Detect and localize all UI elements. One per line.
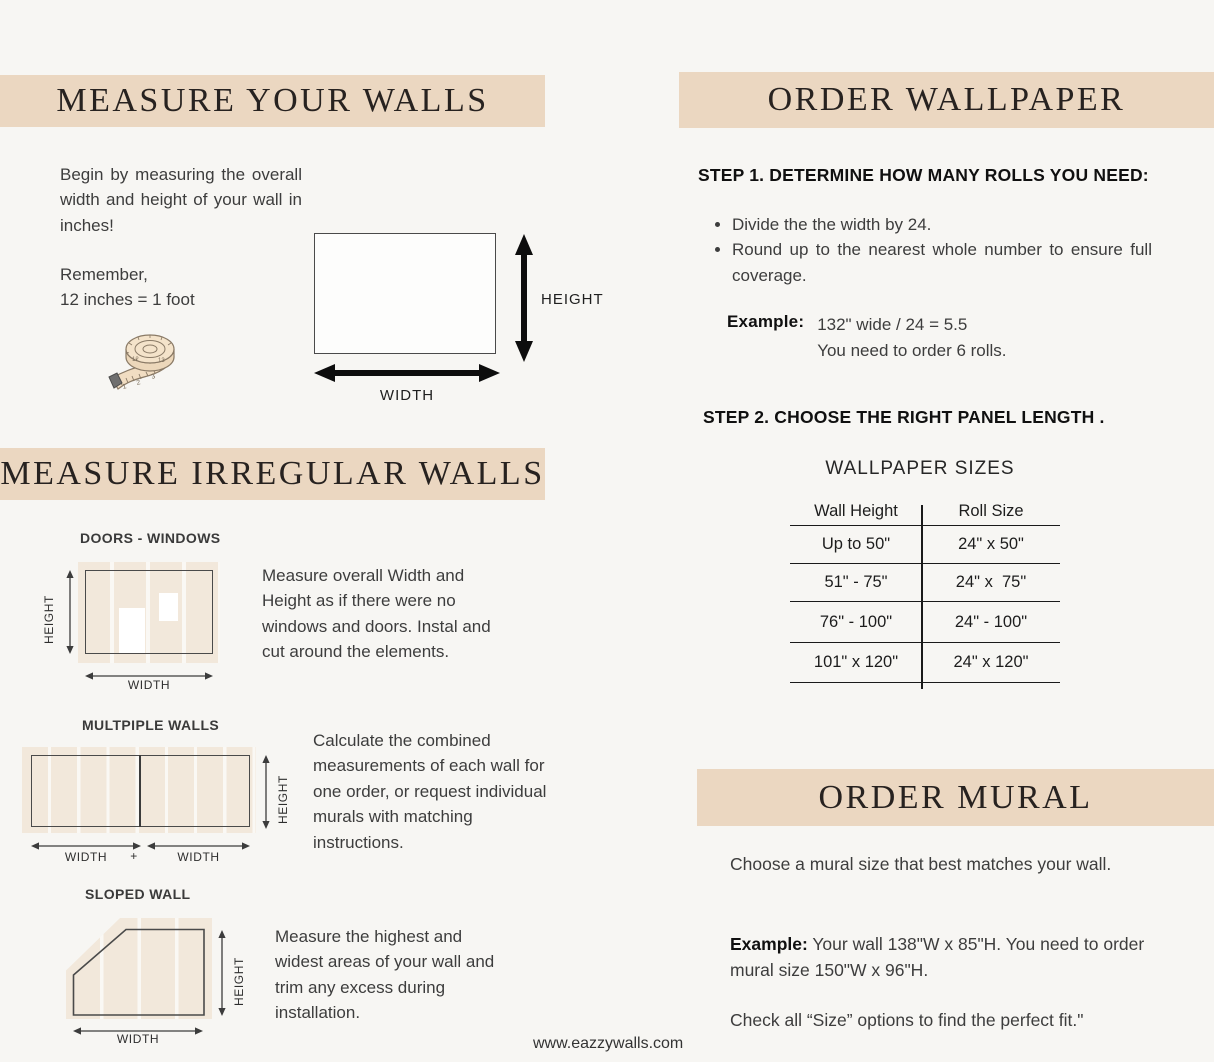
remember-line-2: 12 inches = 1 foot — [60, 290, 195, 310]
doors-windows-width-label: WIDTH — [127, 678, 171, 692]
website-url: www.eazzywalls.com — [533, 1035, 684, 1052]
order-mural-title: ORDER MURAL — [818, 778, 1093, 816]
step1-bullet-list — [714, 212, 1152, 288]
svg-text:3: 3 — [150, 373, 157, 381]
measure-walls-intro: Begin by measuring the overall width and height of your wall in inches! — [60, 165, 302, 235]
measure-walls-header-band — [0, 75, 545, 127]
order-wallpaper-header-band — [679, 72, 1214, 128]
height-arrow-icon — [513, 234, 535, 362]
multiple-walls-description: Calculate the combined measurements of each wall for one order, or request individual murals with matching instructions. — [313, 731, 547, 852]
multiple-walls-height-arrow-icon — [260, 755, 272, 829]
wallpaper-sizes-title: WALLPAPER SIZES — [825, 458, 1015, 479]
svg-text:2: 2 — [135, 379, 142, 387]
remember-line-1: Remember, — [60, 265, 148, 284]
remember-note — [60, 262, 302, 313]
table-cell: 24" x 120" — [953, 653, 1029, 671]
step2-heading: STEP 2. CHOOSE THE RIGHT PANEL LENGTH . — [703, 407, 1105, 427]
irregular-walls-header-band — [0, 448, 545, 500]
wall-diagram-rectangle — [314, 233, 496, 354]
sloped-wall-outline — [72, 928, 206, 1017]
step1-heading: STEP 1. DETERMINE HOW MANY ROLLS YOU NEED: — [698, 165, 1149, 185]
order-mural-check-note: Check all “Size” options to find the perfect fit." — [730, 1010, 1084, 1030]
step1-bullet-1: • Divide the the width by 24. — [732, 212, 1152, 237]
table-col-wall-height: Wall Height — [814, 502, 898, 520]
table-cell: 51" - 75" — [824, 573, 888, 591]
table-cell: 101" x 120" — [813, 653, 899, 671]
order-mural-intro: Choose a mural size that best matches your wall. — [730, 854, 1112, 874]
irregular-walls-title: MEASURE IRREGULAR WALLS — [0, 455, 545, 492]
multiple-walls-label: MULTPIPLE WALLS — [82, 717, 220, 733]
sloped-wall-height-label: HEIGHT — [232, 957, 246, 1006]
example-line-2: You need to order 6 rolls. — [817, 340, 1007, 360]
sloped-wall-height-arrow-icon — [216, 930, 228, 1016]
svg-text:12: 12 — [132, 357, 139, 363]
table-row — [790, 564, 1060, 602]
svg-text:13: 13 — [158, 358, 165, 364]
measuring-tape-icon — [106, 325, 194, 403]
mural-example-text: Your wall 138"W x 85"H. You need to order mural size 150"W x 96"H. — [730, 934, 1145, 980]
example-label: Example: — [727, 312, 805, 331]
table-cell: Up to 50" — [821, 535, 891, 553]
wallpaper-sizes-table — [790, 498, 1060, 683]
example-line-1: 132" wide / 24 = 5.5 — [817, 315, 968, 334]
doors-windows-wall-outline — [85, 570, 213, 654]
table-row — [790, 643, 1060, 683]
sloped-wall-label: SLOPED WALL — [85, 886, 191, 902]
multiple-walls-width-label-left: WIDTH — [64, 850, 108, 864]
svg-text:1: 1 — [121, 383, 128, 391]
mural-example-label: Example: — [730, 934, 808, 954]
doors-windows-label: DOORS - WINDOWS — [80, 530, 221, 546]
measure-walls-title: MEASURE YOUR WALLS — [56, 82, 489, 119]
multiple-walls-width-label-right: WIDTH — [177, 850, 220, 864]
multiple-walls-plus: + — [130, 849, 138, 863]
table-cell: 24" x 75" — [955, 573, 1027, 591]
doors-windows-description: Measure overall Width and Height as if there were no windows and doors. Instal and cut around the elements. — [262, 566, 491, 662]
step1-bullet-2: • Round up to the nearest whole number to ensure full coverage. — [732, 237, 1152, 288]
window-shape — [159, 593, 178, 621]
width-arrow-icon — [314, 362, 500, 384]
doors-windows-height-arrow-icon — [64, 570, 76, 654]
width-label: WIDTH — [379, 387, 435, 404]
table-cell: 24" x 50" — [958, 535, 1024, 553]
height-label: HEIGHT — [541, 291, 604, 308]
doors-windows-height-label: HEIGHT — [42, 595, 56, 644]
door-shape — [119, 608, 145, 653]
order-wallpaper-title: ORDER WALLPAPER — [767, 81, 1126, 118]
multiple-walls-divider — [139, 755, 141, 827]
step1-example — [727, 312, 1007, 363]
table-header-row — [790, 498, 1060, 526]
table-cell: 24" - 100" — [954, 612, 1028, 631]
table-cell: 76" - 100" — [819, 612, 893, 631]
sloped-wall-description: Measure the highest and widest areas of your wall and trim any excess during installation. — [275, 927, 495, 1023]
table-vertical-divider — [921, 505, 923, 689]
sloped-wall-width-label: WIDTH — [116, 1032, 160, 1046]
order-mural-example — [730, 931, 1162, 983]
table-row — [790, 526, 1060, 564]
order-mural-header-band — [697, 769, 1214, 826]
table-col-roll-size: Roll Size — [958, 502, 1024, 520]
multiple-walls-height-label: HEIGHT — [276, 775, 290, 824]
table-row — [790, 602, 1060, 643]
